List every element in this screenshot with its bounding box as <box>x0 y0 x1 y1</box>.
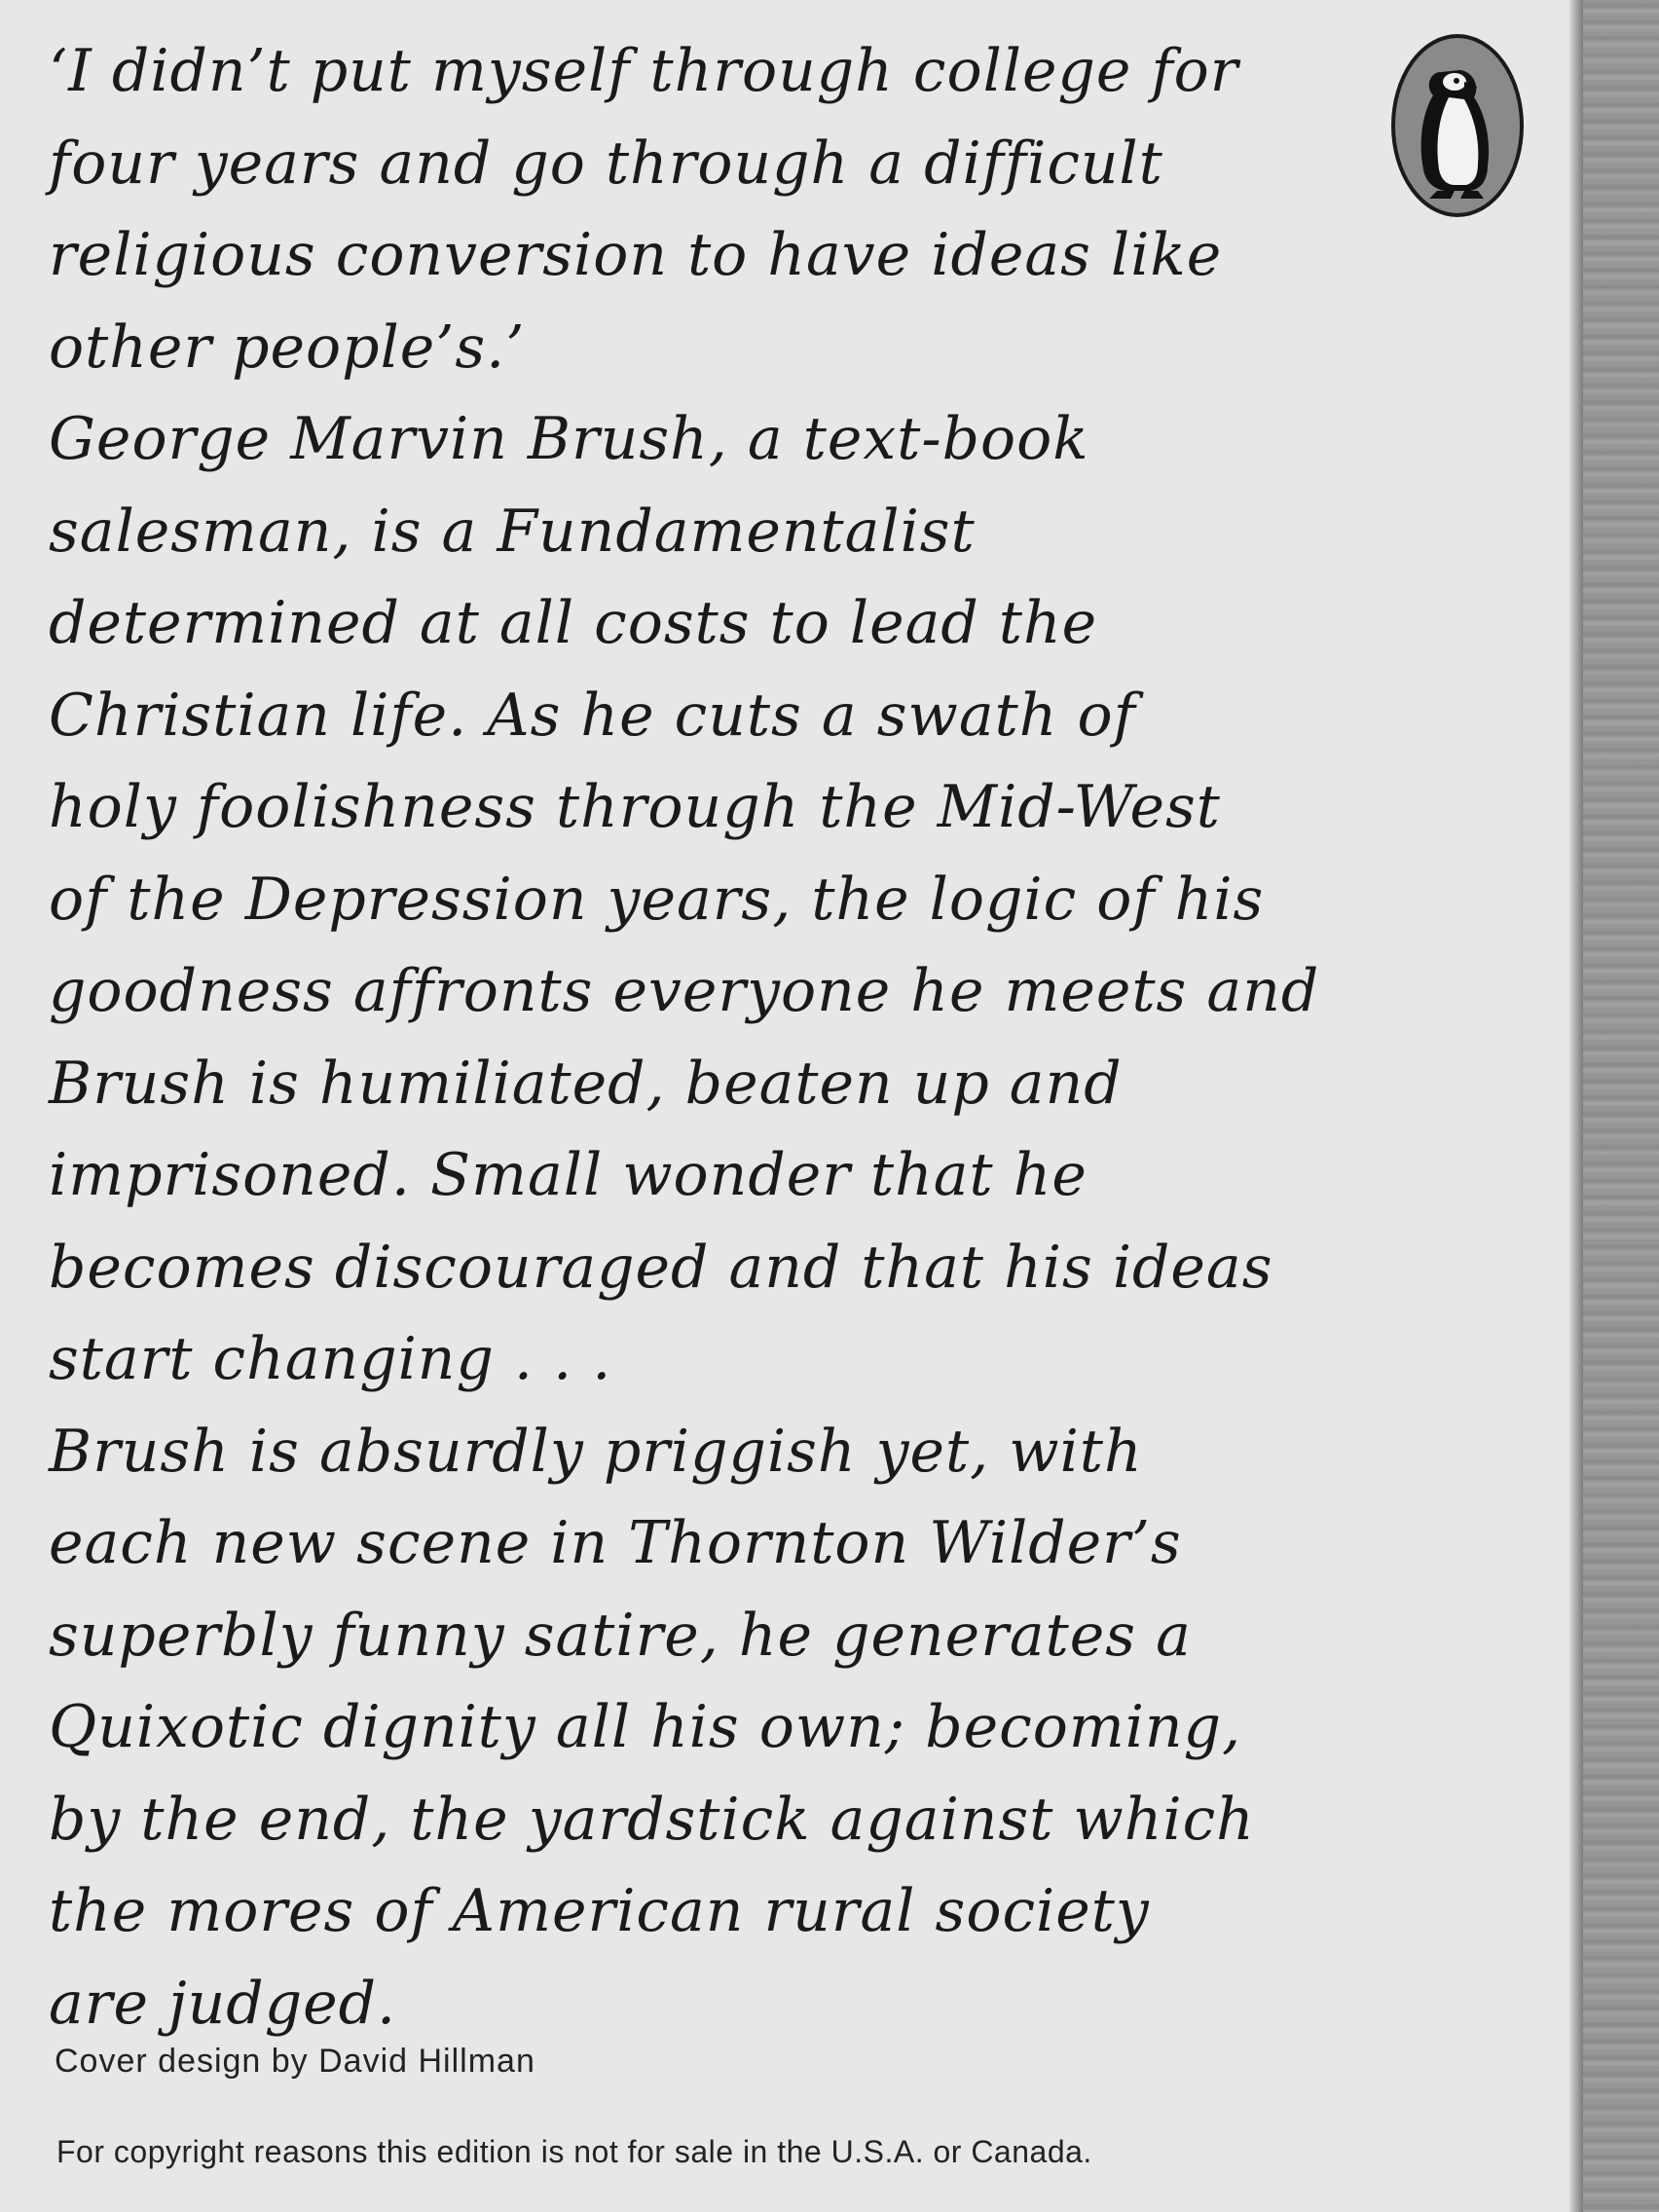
blurb-line: other people’s.’ <box>49 313 526 382</box>
blurb-line: becomes discouraged and that his ideas <box>49 1233 1273 1302</box>
blurb-line: Brush is humiliated, beaten up and <box>49 1049 1123 1118</box>
blurb-line: George Marvin Brush, a text-book <box>49 405 1089 473</box>
penguin-icon <box>1390 33 1525 218</box>
copyright-notice: For copyright reasons this edition is not for sale in the U.S.A. or Canada. <box>56 2134 1092 2169</box>
blurb-line: Christian life. As he cuts a swath of <box>49 681 1136 750</box>
blurb-line: of the Depression years, the logic of his <box>49 865 1265 934</box>
blurb-line: Brush is absurdly priggish yet, with <box>49 1417 1143 1486</box>
blurb-line: ‘I didn’t put myself through college for <box>49 37 1239 105</box>
blurb-line: each new scene in Thornton Wilder’s <box>49 1509 1182 1577</box>
blurb-text <box>49 25 1320 2049</box>
blurb-line: salesman, is a Fundamentalist <box>49 497 976 566</box>
blurb-line: are judged. <box>49 1969 397 2038</box>
blurb-line: superbly funny satire, he generates a <box>49 1601 1192 1670</box>
blurb-line: start changing . . . <box>49 1325 612 1393</box>
blurb-line: religious conversion to have ideas like <box>49 221 1223 289</box>
book-spine <box>1579 0 1659 2212</box>
blurb-line: goodness affronts everyone he meets and <box>49 957 1320 1025</box>
blurb-line: determined at all costs to lead the <box>49 589 1098 657</box>
blurb-line: four years and go through a difficult <box>49 129 1163 198</box>
cover-edge <box>1569 0 1583 2212</box>
blurb-line: imprisoned. Small wonder that he <box>49 1141 1088 1209</box>
blurb-line: Quixotic dignity all his own; becoming, <box>49 1693 1242 1761</box>
blurb-line: by the end, the yardstick against which <box>49 1785 1255 1854</box>
blurb-line: holy foolishness through the Mid-West <box>49 773 1221 841</box>
blurb-line: the mores of American rural society <box>49 1877 1150 1945</box>
cover-design-credit: Cover design by David Hillman <box>55 2043 535 2080</box>
